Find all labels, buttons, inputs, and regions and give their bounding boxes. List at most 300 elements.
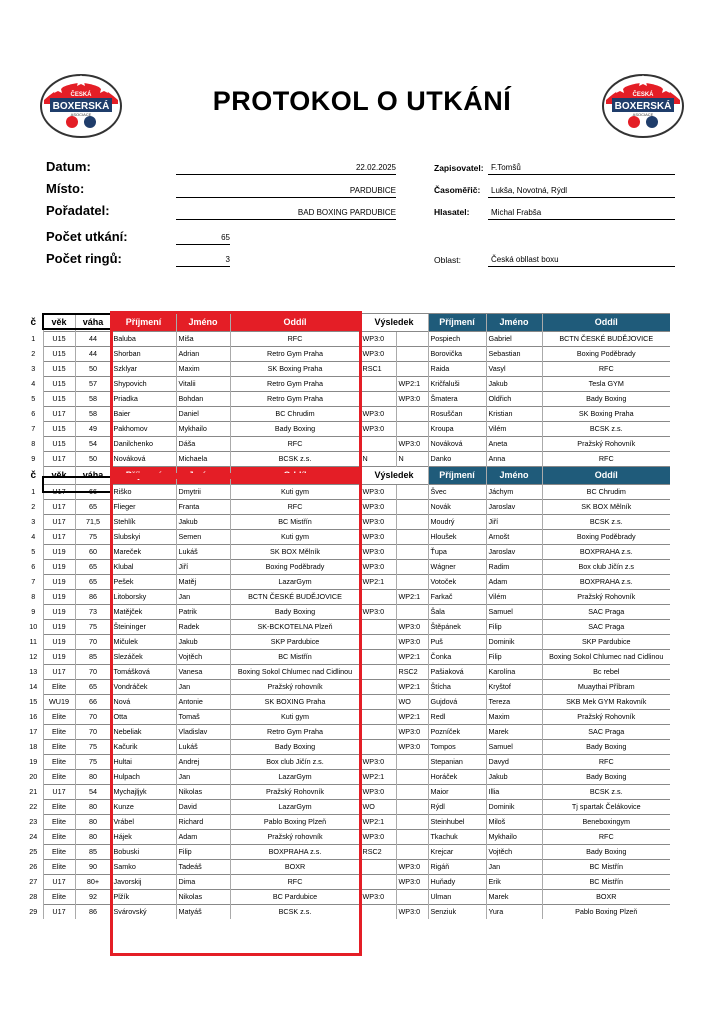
bout-number: 15 <box>29 697 38 706</box>
result-blue: WP3:0 <box>396 905 428 920</box>
weight-class: 50 <box>75 362 111 377</box>
col-header-blue-surname: Příjmení <box>428 314 486 332</box>
red-club: Retro Gym Praha <box>230 347 360 362</box>
misto-label: Místo: <box>46 181 85 196</box>
blue-surname: Stepanian <box>428 755 486 770</box>
blue-surname: Ťupa <box>428 545 486 560</box>
weight-class: 75 <box>75 620 111 635</box>
pocet-ringu-value: 3 <box>176 255 230 267</box>
red-firstname: Lukáš <box>176 545 230 560</box>
col-header-number: č <box>30 317 37 328</box>
weight-class: 85 <box>75 650 111 665</box>
result-blue <box>396 800 428 815</box>
result-blue: N <box>396 452 428 467</box>
red-firstname: Matyáš <box>176 905 230 920</box>
bout-number: 9 <box>31 454 36 463</box>
result-red <box>360 437 396 452</box>
bout-number: 22 <box>29 802 38 811</box>
blue-firstname: Kryštof <box>486 680 542 695</box>
weight-class: 75 <box>75 740 111 755</box>
weight-class: 80+ <box>75 875 111 890</box>
blue-club: BOXPRAHA z.s. <box>542 575 670 590</box>
bout-number: 8 <box>31 439 36 448</box>
age-category: Elite <box>43 800 75 815</box>
blue-surname: Redl <box>428 710 486 725</box>
result-red: WP3:0 <box>360 545 396 560</box>
red-surname: Danilchenko <box>111 437 176 452</box>
col-header-blue-firstname: Jméno <box>486 314 542 332</box>
result-red: WP3:0 <box>360 332 396 347</box>
weight-class: 70 <box>75 725 111 740</box>
red-club: BCTN ČESKÉ BUDĚJOVICE <box>230 590 360 605</box>
bout-number: 5 <box>31 394 36 403</box>
blue-club: RFC <box>542 830 670 845</box>
weight-class: 57 <box>75 377 111 392</box>
blue-club: RFC <box>542 452 670 467</box>
blue-firstname: Marek <box>486 890 542 905</box>
red-club: Boxing Poděbrady <box>230 560 360 575</box>
blue-club: Pražský Rohovník <box>542 590 670 605</box>
blue-surname: Steinhubel <box>428 815 486 830</box>
red-club: Kuti gym <box>230 530 360 545</box>
result-red: WP3:0 <box>360 890 396 905</box>
weight-class: 86 <box>75 590 111 605</box>
weight-class: 58 <box>75 407 111 422</box>
bout-number: 8 <box>31 592 36 601</box>
bout-number: 14 <box>29 682 38 691</box>
weight-class: 80 <box>75 800 111 815</box>
red-surname: Hulpach <box>111 770 176 785</box>
red-club: Retro Gym Praha <box>230 725 360 740</box>
red-club: Bady Boxing <box>230 740 360 755</box>
red-club: Bady Boxing <box>230 605 360 620</box>
result-red <box>360 620 396 635</box>
result-blue: WP2:1 <box>396 377 428 392</box>
weight-class: 66 <box>75 485 111 500</box>
red-club: LazarGym <box>230 800 360 815</box>
bout-number: 6 <box>31 562 36 571</box>
logo-line2: BOXERSKÁ <box>614 101 672 112</box>
bout-number: 29 <box>29 906 38 916</box>
red-firstname: Dima <box>176 875 230 890</box>
result-red: RSC2 <box>360 845 396 860</box>
age-category: U15 <box>43 437 75 452</box>
red-firstname: Filip <box>176 845 230 860</box>
blue-surname: Votoček <box>428 575 486 590</box>
age-category: U19 <box>43 575 75 590</box>
age-category: U15 <box>43 362 75 377</box>
red-corner-frame-1 <box>110 311 362 476</box>
blue-surname: Borovička <box>428 347 486 362</box>
red-firstname: Jiří <box>176 560 230 575</box>
col-header-blue-firstname: Jméno <box>486 467 542 485</box>
casomeric-value: Lukša, Novotná, Rýdl <box>488 186 675 198</box>
weight-class: 71,5 <box>75 515 111 530</box>
red-club: Box club Jičín z.s. <box>230 755 360 770</box>
weight-class: 75 <box>75 530 111 545</box>
blue-firstname: Mykhailo <box>486 830 542 845</box>
blue-surname: Šala <box>428 605 486 620</box>
blue-club: Bady Boxing <box>542 392 670 407</box>
blue-firstname: Erik <box>486 875 542 890</box>
col-header-blue-club: Oddíl <box>542 467 670 485</box>
result-red: WO <box>360 800 396 815</box>
red-surname: Mychajljyk <box>111 785 176 800</box>
blue-firstname: Oldřich <box>486 392 542 407</box>
result-blue: WP2:1 <box>396 680 428 695</box>
weight-class: 85 <box>75 845 111 860</box>
blue-surname: Raida <box>428 362 486 377</box>
oblast-value: Česká obllast boxu <box>488 255 675 267</box>
col-header-red-club: Oddíl <box>230 314 360 332</box>
red-club: LazarGym <box>230 770 360 785</box>
red-firstname: Jan <box>176 770 230 785</box>
blue-surname: Rigáň <box>428 860 486 875</box>
result-red <box>360 590 396 605</box>
bout-number: 24 <box>29 832 38 841</box>
result-blue: WO <box>396 695 428 710</box>
age-category: U17 <box>43 485 75 500</box>
page-title: PROTOKOL O UTKÁNÍ <box>212 86 512 116</box>
weight-class: 58 <box>75 392 111 407</box>
blue-surname: Huňady <box>428 875 486 890</box>
weight-class: 70 <box>75 635 111 650</box>
age-category: U17 <box>43 785 75 800</box>
age-category: U19 <box>43 650 75 665</box>
datum-label: Datum: <box>46 159 91 174</box>
blue-firstname: Gabriel <box>486 332 542 347</box>
col-header-number: č <box>30 470 37 481</box>
blue-surname: Pašiaková <box>428 665 486 680</box>
red-club: Kuti gym <box>230 485 360 500</box>
weight-class: 65 <box>75 680 111 695</box>
red-surname: Vondráček <box>111 680 176 695</box>
red-firstname: Nikolas <box>176 890 230 905</box>
blue-firstname: Aneta <box>486 437 542 452</box>
result-red <box>360 710 396 725</box>
casomeric-label: Časoměřič: <box>434 185 481 195</box>
blue-firstname: Illia <box>486 785 542 800</box>
result-red: WP3:0 <box>360 515 396 530</box>
red-club: BC Mistřín <box>230 650 360 665</box>
result-blue <box>396 422 428 437</box>
poradatel-label: Pořadatel: <box>46 203 110 218</box>
blue-firstname: Dominik <box>486 800 542 815</box>
blue-firstname: Jáchym <box>486 485 542 500</box>
result-blue: WP3:0 <box>396 860 428 875</box>
red-firstname: Jan <box>176 590 230 605</box>
bout-number: 1 <box>31 334 36 343</box>
result-blue: WP3:0 <box>396 437 428 452</box>
blue-firstname: Davyd <box>486 755 542 770</box>
red-surname: Javorskij <box>111 875 176 890</box>
red-surname: Nováková <box>111 452 176 467</box>
result-red: WP3:0 <box>360 485 396 500</box>
red-firstname: Andrej <box>176 755 230 770</box>
bout-number: 23 <box>29 817 38 826</box>
red-surname: Szklyar <box>111 362 176 377</box>
bout-number: 9 <box>31 607 36 616</box>
red-club: Pražský rohovník <box>230 680 360 695</box>
blue-surname: Maior <box>428 785 486 800</box>
blue-firstname: Adam <box>486 575 542 590</box>
blue-firstname: Anna <box>486 452 542 467</box>
blue-firstname: Marek <box>486 725 542 740</box>
red-firstname: Radek <box>176 620 230 635</box>
result-red: WP3:0 <box>360 785 396 800</box>
red-surname: Kunze <box>111 800 176 815</box>
red-surname: Matějček <box>111 605 176 620</box>
blue-club: BCSK z.s. <box>542 785 670 800</box>
result-blue: WP2:1 <box>396 710 428 725</box>
red-surname: Baluba <box>111 332 176 347</box>
red-club: BC Pardubice <box>230 890 360 905</box>
blue-firstname: Yura <box>486 905 542 920</box>
blue-firstname: Sebastian <box>486 347 542 362</box>
red-firstname: Jakub <box>176 515 230 530</box>
red-club: BC Mistřín <box>230 515 360 530</box>
age-category: U17 <box>43 665 75 680</box>
result-blue: WP3:0 <box>396 392 428 407</box>
red-firstname: Mykhailo <box>176 422 230 437</box>
blue-club: Tesla GYM <box>542 377 670 392</box>
red-surname: Hájek <box>111 830 176 845</box>
red-firstname: Nikolas <box>176 785 230 800</box>
red-firstname: Antonie <box>176 695 230 710</box>
result-blue: WP3:0 <box>396 875 428 890</box>
red-corner-frame-2 <box>110 476 362 956</box>
blue-surname: Puš <box>428 635 486 650</box>
red-surname: Svárovský <box>111 905 176 920</box>
result-blue <box>396 530 428 545</box>
pocet-utkani-value: 65 <box>176 233 230 245</box>
age-category: Elite <box>43 845 75 860</box>
red-firstname: Vojtěch <box>176 650 230 665</box>
red-club: RFC <box>230 875 360 890</box>
red-surname: Vrábel <box>111 815 176 830</box>
blue-surname: Danko <box>428 452 486 467</box>
red-club: SK BOX Mělník <box>230 545 360 560</box>
red-firstname: Jakub <box>176 635 230 650</box>
age-category: U17 <box>43 530 75 545</box>
result-red <box>360 860 396 875</box>
blue-surname: Gujdová <box>428 695 486 710</box>
age-category: U15 <box>43 332 75 347</box>
blue-club: SKP Pardubice <box>542 635 670 650</box>
red-firstname: Jan <box>176 680 230 695</box>
red-club: BCSK z.s. <box>230 452 360 467</box>
col-header-age: věk <box>43 467 75 485</box>
result-red: RSC1 <box>360 362 396 377</box>
blue-club: Beneboxingym <box>542 815 670 830</box>
red-firstname: Michaela <box>176 452 230 467</box>
red-club: RFC <box>230 500 360 515</box>
red-surname: Tomášková <box>111 665 176 680</box>
red-club: LazarGym <box>230 575 360 590</box>
result-blue: WP2:1 <box>396 650 428 665</box>
result-blue: WP3:0 <box>396 635 428 650</box>
bout-number: 6 <box>31 409 36 418</box>
bout-number: 7 <box>31 577 36 586</box>
age-category: Elite <box>43 710 75 725</box>
zapisovatel-label: Zapisovatel: <box>434 163 484 173</box>
bout-number: 25 <box>29 847 38 856</box>
blue-firstname: Dominik <box>486 635 542 650</box>
red-firstname: Dmytrii <box>176 485 230 500</box>
result-red: WP2:1 <box>360 815 396 830</box>
blue-club: Pražský Rohovník <box>542 710 670 725</box>
red-surname: Shypovich <box>111 377 176 392</box>
blue-surname: Rosuščan <box>428 407 486 422</box>
blue-firstname: Filip <box>486 650 542 665</box>
blue-club: Boxing Poděbrady <box>542 530 670 545</box>
bout-number: 5 <box>31 547 36 556</box>
age-category: U19 <box>43 635 75 650</box>
result-blue: WP3:0 <box>396 740 428 755</box>
result-blue <box>396 845 428 860</box>
result-red <box>360 377 396 392</box>
red-surname: Bobuski <box>111 845 176 860</box>
result-red: N <box>360 452 396 467</box>
age-category: Elite <box>43 770 75 785</box>
result-red: WP3:0 <box>360 530 396 545</box>
bout-number: 1 <box>31 487 36 496</box>
age-category: U17 <box>43 452 75 467</box>
oblast-label: Oblast: <box>434 255 461 265</box>
age-category: U19 <box>43 620 75 635</box>
red-club: RFC <box>230 332 360 347</box>
zapisovatel-value: F.Tomšů <box>488 163 675 175</box>
red-surname: Slezáček <box>111 650 176 665</box>
blue-surname: Kroupa <box>428 422 486 437</box>
col-header-red-firstname: Jméno <box>176 467 230 485</box>
result-red <box>360 665 396 680</box>
red-firstname: Semen <box>176 530 230 545</box>
weight-class: 75 <box>75 755 111 770</box>
blue-club: BCSK z.s. <box>542 422 670 437</box>
pocet-ringu-label: Počet ringů: <box>46 251 122 266</box>
red-surname: Stehlík <box>111 515 176 530</box>
age-category: Elite <box>43 890 75 905</box>
col-header-red-firstname: Jméno <box>176 314 230 332</box>
age-weight-header-frame <box>42 313 112 330</box>
blue-firstname: Vasyl <box>486 362 542 377</box>
blue-firstname: Maxim <box>486 710 542 725</box>
red-firstname: Tadeáš <box>176 860 230 875</box>
result-red <box>360 650 396 665</box>
blue-club: SAC Praga <box>542 605 670 620</box>
blue-club: BCTN ČESKÉ BUDĚJOVICE <box>542 332 670 347</box>
age-category: Elite <box>43 830 75 845</box>
red-club: Kuti gym <box>230 710 360 725</box>
result-blue: WP3:0 <box>396 620 428 635</box>
age-category: U19 <box>43 605 75 620</box>
red-surname: Nebeliak <box>111 725 176 740</box>
weight-class: 73 <box>75 605 111 620</box>
age-category: Elite <box>43 740 75 755</box>
blue-surname: Wágner <box>428 560 486 575</box>
weight-class: 54 <box>75 785 111 800</box>
bout-number: 2 <box>31 502 36 511</box>
blue-club: BC Chrudim <box>542 485 670 500</box>
red-firstname: David <box>176 800 230 815</box>
red-surname: Mareček <box>111 545 176 560</box>
result-red: WP3:0 <box>360 605 396 620</box>
bout-number: 28 <box>29 892 38 901</box>
result-blue <box>396 347 428 362</box>
red-surname: Priadka <box>111 392 176 407</box>
red-surname: Plžík <box>111 890 176 905</box>
red-surname: Samko <box>111 860 176 875</box>
red-firstname: Adam <box>176 830 230 845</box>
col-header-weight: váha <box>75 314 111 332</box>
weight-class: 66 <box>75 695 111 710</box>
bout-number: 3 <box>31 517 36 526</box>
blue-firstname: Jakub <box>486 377 542 392</box>
blue-surname: Štěpánek <box>428 620 486 635</box>
blue-firstname: Vojtěch <box>486 845 542 860</box>
blue-club: Bc rebel <box>542 665 670 680</box>
blue-club: Muaythai Příbram <box>542 680 670 695</box>
blue-club: Bady Boxing <box>542 845 670 860</box>
col-header-red-surname: Příjmení <box>111 467 176 485</box>
result-blue <box>396 815 428 830</box>
red-club: SKP Pardubice <box>230 635 360 650</box>
blue-surname: Krejcar <box>428 845 486 860</box>
blue-surname: Šmatera <box>428 392 486 407</box>
logo-line1: ČESKÁ <box>632 92 654 98</box>
red-club: Pražský Rohovník <box>230 785 360 800</box>
red-surname: Riško <box>111 485 176 500</box>
red-surname: Mičulek <box>111 635 176 650</box>
result-red <box>360 905 396 920</box>
result-blue: WP3:0 <box>396 725 428 740</box>
col-header-weight: váha <box>75 467 111 485</box>
result-red <box>360 392 396 407</box>
result-blue <box>396 785 428 800</box>
result-blue: RSC2 <box>396 665 428 680</box>
weight-class: 80 <box>75 815 111 830</box>
bout-number: 12 <box>29 652 38 661</box>
age-category: Elite <box>43 860 75 875</box>
blue-surname: Horáček <box>428 770 486 785</box>
blue-club: Box club Jičín z.s <box>542 560 670 575</box>
red-club: SK BOXING Praha <box>230 695 360 710</box>
result-blue <box>396 575 428 590</box>
blue-surname: Moudrý <box>428 515 486 530</box>
bout-number: 18 <box>29 742 38 751</box>
misto-value: PARDUBICE <box>176 186 396 198</box>
red-firstname: Bohdan <box>176 392 230 407</box>
blue-surname: Novák <box>428 500 486 515</box>
red-club: Bady Boxing <box>230 422 360 437</box>
logo-line3: ASOCIACE <box>70 112 92 117</box>
bout-number: 4 <box>31 379 36 388</box>
col-header-result: Výsledek <box>360 467 428 485</box>
weight-class: 54 <box>75 437 111 452</box>
result-red: WP3:0 <box>360 347 396 362</box>
blue-firstname: Radim <box>486 560 542 575</box>
result-blue <box>396 362 428 377</box>
result-red <box>360 680 396 695</box>
bout-number: 7 <box>31 424 36 433</box>
pocet-utkani-label: Počet utkání: <box>46 229 128 244</box>
logo-line1: ČESKÁ <box>70 92 92 98</box>
blue-firstname: Miloš <box>486 815 542 830</box>
col-header-blue-surname: Příjmení <box>428 467 486 485</box>
col-header-result: Výsledek <box>360 314 428 332</box>
red-surname: Pešek <box>111 575 176 590</box>
